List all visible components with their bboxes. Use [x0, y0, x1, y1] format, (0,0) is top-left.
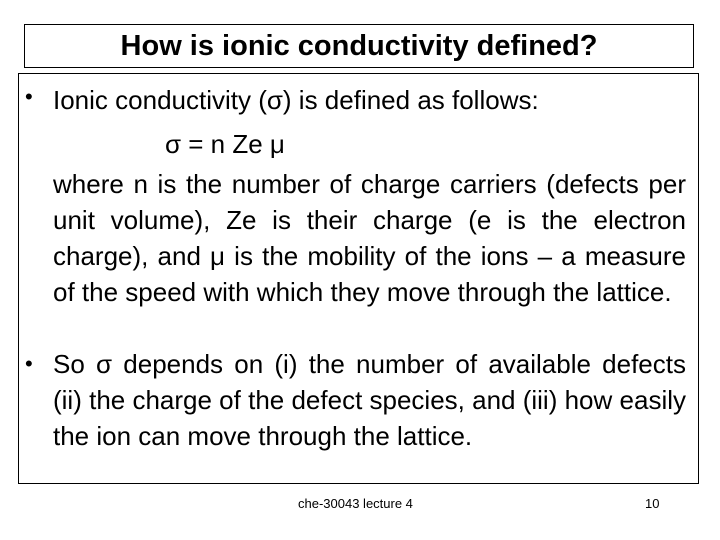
footer-course: che-30043 lecture 4 — [298, 496, 413, 511]
bullet-1-body: where n is the number of charge carriers (defects per unit volume), Ze is their charge (e is the electron charge), and μ is the mobility of the ions – a measure of the speed with which they move through the lattice. — [53, 169, 686, 307]
page-number: 10 — [645, 496, 660, 511]
bullet-2-text: So σ depends on (i) the number of available defects (ii) the charge of the defect species, and (iii) how easily the ion can move through the lattice. — [53, 349, 686, 451]
bullet-1-lead: Ionic conductivity (σ) is defined as follows: — [53, 85, 539, 115]
conductivity-formula: σ = n Ze μ — [165, 129, 285, 159]
bullet-marker-2: • — [25, 351, 33, 376]
title-box — [24, 24, 694, 68]
slide-title: How is ionic conductivity defined? — [120, 29, 598, 62]
bullet-marker-1: • — [25, 84, 33, 109]
